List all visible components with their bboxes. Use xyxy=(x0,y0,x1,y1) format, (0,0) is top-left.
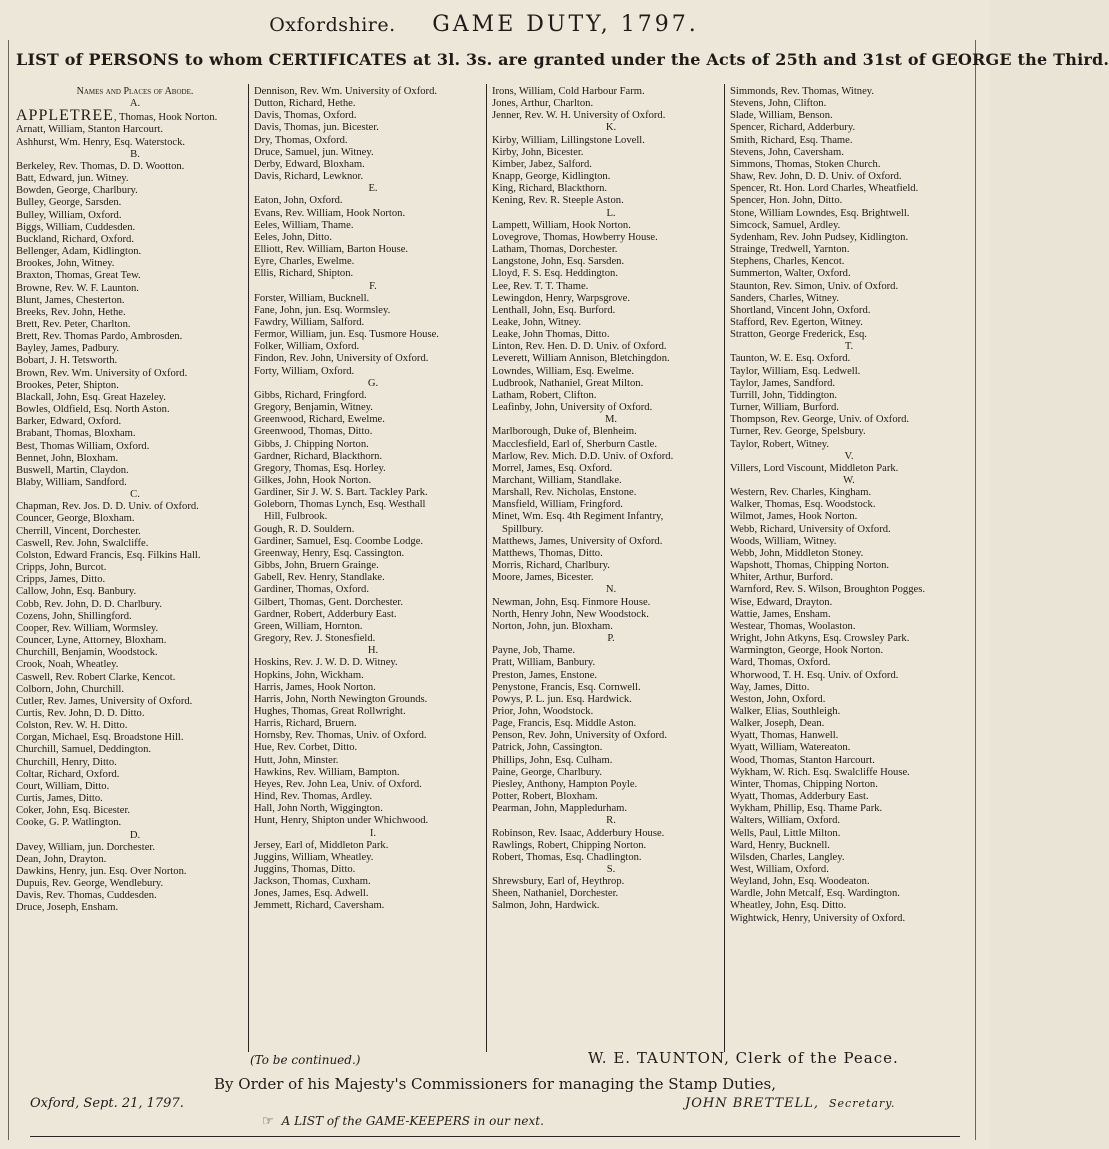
list-entry: Biggs, William, Cuddesden. xyxy=(16,221,136,233)
page-title xyxy=(0,12,990,37)
list-entry: Court, William, Ditto. xyxy=(16,780,110,792)
list-entry: Churchill, Benjamin, Woodstock. xyxy=(16,647,158,659)
list-entry: Best, Thomas William, Oxford. xyxy=(16,440,150,452)
list-entry: Gibbs, J. Chipping Norton. xyxy=(254,438,369,450)
column-divider xyxy=(248,84,249,1052)
list-entry: Wright, John Atkyns, Esq. Crowsley Park. xyxy=(730,633,910,645)
publication-date: Oxford, Sept. 21, 1797. xyxy=(30,1096,184,1111)
list-entry: Spencer, Hon. John, Ditto. xyxy=(730,195,843,207)
list-entry: Morris, Richard, Charlbury. xyxy=(492,560,610,572)
bottom-rule xyxy=(30,1136,960,1137)
list-entry: Phillips, John, Esq. Culham. xyxy=(492,754,613,766)
list-entry: Coltar, Richard, Oxford. xyxy=(16,768,120,780)
list-entry: Green, William, Hornton. xyxy=(254,620,363,632)
section-letter: V. xyxy=(844,450,854,462)
list-entry: Hoskins, Rev. J. W. D. D. Witney. xyxy=(254,657,398,669)
list-entry: Latham, Robert, Clifton. xyxy=(492,389,597,401)
column-divider xyxy=(486,84,487,1052)
list-entry: Bowles, Oldfield, Esq. North Aston. xyxy=(16,404,170,416)
list-subtitle: LIST of PERSONS to whom CERTIFICATES at 3l. 3s. are granted under the Acts of 25th and 31st of GEORGE the Third. xyxy=(16,50,1109,69)
list-entry: Lowndes, William, Esq. Ewelme. xyxy=(492,365,635,377)
list-entry: Dutton, Richard, Hethe. xyxy=(254,98,356,110)
list-entry: Rawlings, Robert, Chipping Norton. xyxy=(492,839,647,851)
list-entry: Whorwood, T. H. Esq. Univ. of Oxford. xyxy=(730,669,899,681)
list-entry: Summerton, Walter, Oxford. xyxy=(730,268,851,280)
list-entry: Lewingdon, Henry, Warpsgrove. xyxy=(492,292,631,304)
section-letter: K. xyxy=(605,122,617,134)
list-entry: Norton, John, jun. Bloxham. xyxy=(492,620,613,632)
list-entry: Turner, William, Burford. xyxy=(730,402,839,414)
list-entry: Wykham, W. Rich. Esq. Swalcliffe House. xyxy=(730,766,910,778)
list-entry: Taunton, W. E. Esq. Oxford. xyxy=(730,353,851,365)
list-entry: Lee, Rev. T. T. Thame. xyxy=(492,280,589,292)
list-entry: Bayley, James, Padbury. xyxy=(16,343,120,355)
list-entry: Buckland, Richard, Oxford. xyxy=(16,233,134,245)
to-be-continued: (To be continued.) xyxy=(250,1053,361,1067)
list-entry: Hawkins, Rev. William, Bampton. xyxy=(254,766,400,778)
list-entry: Dry, Thomas, Oxford. xyxy=(254,134,348,146)
list-entry: Councer, George, Bloxham. xyxy=(16,513,135,525)
list-entry: Sheen, Nathaniel, Dorchester. xyxy=(492,888,619,900)
list-column-1 xyxy=(16,86,254,915)
list-entry: Linton, Rev. Hen. D. D. Univ. of Oxford. xyxy=(492,341,667,353)
list-entry: Chapman, Rev. Jos. D. D. Univ. of Oxford. xyxy=(16,501,199,513)
list-entry: Eeles, William, Thame. xyxy=(254,219,354,231)
list-entry: Greenwood, Richard, Ewelme. xyxy=(254,414,385,426)
list-entry: Harris, John, North Newington Grounds. xyxy=(254,693,428,705)
list-entry: Prior, John, Woodstock. xyxy=(492,705,594,717)
list-entry: Sydenham, Rev. John Pudsey, Kidlington. xyxy=(730,231,909,243)
list-entry: Stevens, John, Caversham. xyxy=(730,146,844,158)
list-entry: Taylor, William, Esq. Ledwell. xyxy=(730,365,861,377)
list-entry: Fermor, William, jun. Esq. Tusmore House. xyxy=(254,329,439,341)
list-entry: Stratton, George Frederick, Esq. xyxy=(730,329,867,341)
list-entry: Wells, Paul, Little Milton. xyxy=(730,827,841,839)
list-entry: Gardiner, Sir J. W. S. Bart. Tackley Park. xyxy=(254,487,428,499)
list-entry: Powys, P. L. jun. Esq. Hardwick. xyxy=(492,693,632,705)
list-entry: Arnatt, William, Stanton Harcourt. xyxy=(16,124,164,136)
list-entry: Wyatt, Thomas, Hanwell. xyxy=(730,730,839,742)
list-entry: Latham, Thomas, Dorchester. xyxy=(492,244,618,256)
list-entry: Davis, Thomas, Oxford. xyxy=(254,110,357,122)
list-entry: Dean, John, Drayton. xyxy=(16,853,107,865)
section-letter: F. xyxy=(369,280,377,292)
list-entry: Dupuis, Rev. George, Wendlebury. xyxy=(16,878,164,890)
section-letter: T. xyxy=(844,341,854,353)
list-entry: Curtis, James, Ditto. xyxy=(16,793,103,805)
list-column-2 xyxy=(254,86,492,913)
list-entry: Berkeley, Rev. Thomas, D. D. Wootton. xyxy=(16,160,185,172)
list-entry: Piesley, Anthony, Hampton Poyle. xyxy=(492,778,638,790)
list-entry: Mansfield, William, Fringford. xyxy=(492,499,623,511)
list-entry: Minet, Wm. Esq. 4th Regiment Infantry, xyxy=(492,511,664,523)
list-entry: Whiter, Arthur, Burford. xyxy=(730,572,834,584)
list-entry: Paine, George, Charlbury. xyxy=(492,766,603,778)
list-entry: Cutler, Rev. James, University of Oxford. xyxy=(16,695,193,707)
list-entry: Hopkins, John, Wickham. xyxy=(254,669,364,681)
list-entry: Hunt, Henry, Shipton under Whichwood. xyxy=(254,815,429,827)
list-entry: Hornsby, Rev. Thomas, Univ. of Oxford. xyxy=(254,730,427,742)
list-entry: Jersey, Earl of, Middleton Park. xyxy=(254,839,389,851)
list-entry: Lampett, William, Hook Norton. xyxy=(492,219,631,231)
list-entry: Braxton, Thomas, Great Tew. xyxy=(16,270,141,282)
section-letter: H. xyxy=(367,645,379,657)
list-entry: Fawdry, William, Salford. xyxy=(254,316,365,328)
list-entry: Gough, R. D. Souldern. xyxy=(254,523,355,535)
list-entry: Wyatt, Thomas, Adderbury East. xyxy=(730,791,869,803)
list-entry: Sanders, Charles, Witney. xyxy=(730,292,840,304)
list-entry: Gabell, Rev. Henry, Standlake. xyxy=(254,572,385,584)
footer-continued-line xyxy=(250,1050,950,1068)
list-entry: Marlow, Rev. Mich. D.D. Univ. of Oxford. xyxy=(492,450,674,462)
section-letter: D. xyxy=(129,829,141,841)
list-entry: Wykham, Phillip, Esq. Thame Park. xyxy=(730,803,883,815)
column-divider xyxy=(724,84,725,1052)
list-column-3 xyxy=(492,86,730,913)
section-letter: G. xyxy=(367,377,379,389)
list-entry: Smith, Richard, Esq. Thame. xyxy=(730,134,853,146)
list-entry: Brookes, John, Witney. xyxy=(16,258,115,270)
list-entry: Lenthall, John, Esq. Burford. xyxy=(492,304,616,316)
list-entry: Matthews, James, University of Oxford. xyxy=(492,535,663,547)
list-column-4 xyxy=(730,86,968,925)
list-entry: Marchant, William, Standlake. xyxy=(492,475,622,486)
list-entry: Wilsden, Charles, Langley. xyxy=(730,851,845,863)
list-entry: Davis, Thomas, jun. Bicester. xyxy=(254,122,379,134)
list-entry: Weyland, John, Esq. Woodeaton. xyxy=(730,876,870,888)
list-entry: West, William, Oxford. xyxy=(730,864,829,875)
list-entry: Simmons, Thomas, Stoken Church. xyxy=(730,158,881,170)
list-entry: Wapshott, Thomas, Chipping Norton. xyxy=(730,560,890,572)
list-entry: Councer, Lyne, Attorney, Bloxham. xyxy=(16,635,167,647)
list-entry: Wise, Edward, Drayton. xyxy=(730,596,833,608)
list-entry: Brett, Rev. Thomas Pardo, Ambrosden. xyxy=(16,331,183,343)
list-entry: Webb, John, Middleton Stoney. xyxy=(730,547,864,559)
list-entry: Elliott, Rev. William, Barton House. xyxy=(254,244,409,256)
list-entry: Morrel, James, Esq. Oxford. xyxy=(492,462,613,474)
list-entry: Curtis, Rev. John, D. D. Ditto. xyxy=(16,707,145,719)
pointing-hand-icon: ☞ xyxy=(262,1114,274,1129)
notice-text: A LIST of the GAME-KEEPERS in our next. xyxy=(281,1114,544,1128)
list-entry: Westear, Thomas, Woolaston. xyxy=(730,620,856,632)
list-entry: Churchill, Henry, Ditto. xyxy=(16,756,117,768)
list-entry: Stevens, John, Clifton. xyxy=(730,98,827,110)
list-entry: Forster, William, Bucknell. xyxy=(254,292,370,304)
secretary-signature xyxy=(685,1096,895,1111)
clerk-signature: W. E. TAUNTON, Clerk of the Peace. xyxy=(588,1049,899,1067)
list-entry: Leake, John, Witney. xyxy=(492,316,582,328)
list-entry: Robinson, Rev. Isaac, Adderbury House. xyxy=(492,827,665,839)
secretary-name: JOHN BRETTELL, xyxy=(685,1096,820,1111)
section-letter: B. xyxy=(130,148,140,160)
list-entry: Spencer, Richard, Adderbury. xyxy=(730,122,856,134)
list-entry: Eaton, John, Oxford. xyxy=(254,195,343,207)
list-entry: Bennet, John, Bloxham. xyxy=(16,452,119,464)
list-entry: Gibbs, Richard, Fringford. xyxy=(254,389,367,401)
list-entry: Ellis, Richard, Shipton. xyxy=(254,268,354,280)
list-entry: Penystone, Francis, Esq. Cornwell. xyxy=(492,681,641,693)
list-entry: Newman, John, Esq. Finmore House. xyxy=(492,596,651,608)
list-entry: Woods, William, Witney. xyxy=(730,535,837,547)
list-entry: Salmon, John, Hardwick. xyxy=(492,900,600,912)
list-entry: Turner, Rev. George, Spelsbury. xyxy=(730,426,866,438)
list-entry: Shrewsbury, Earl of, Heythrop. xyxy=(492,876,625,888)
list-entry: Druce, Joseph, Ensham. xyxy=(16,902,119,914)
list-entry: Brabant, Thomas, Bloxham. xyxy=(16,428,136,440)
section-letter: M. xyxy=(604,414,618,426)
list-entry: Walters, William, Oxford. xyxy=(730,815,841,827)
list-entry: Matthews, Thomas, Ditto. xyxy=(492,547,603,559)
list-entry: Wilmot, James, Hook Norton. xyxy=(730,511,858,523)
list-entry: Browne, Rev. W. F. Launton. xyxy=(16,282,139,294)
list-entry: Simmonds, Rev. Thomas, Witney. xyxy=(730,86,875,97)
list-entry: Buswell, Martin, Claydon. xyxy=(16,464,129,476)
list-entry: Gilbert, Thomas, Gent. Dorchester. xyxy=(254,596,403,608)
list-entry: Brett, Rev. Peter, Charlton. xyxy=(16,318,131,330)
list-entry: Wheatley, John, Esq. Ditto. xyxy=(730,900,847,912)
list-entry: Derby, Edward, Bloxham. xyxy=(254,158,365,170)
list-entry: Gilkes, John, Hook Norton. xyxy=(254,475,372,486)
list-entry: Taylor, Robert, Witney. xyxy=(730,438,830,450)
list-entry: Cripps, John, Burcot. xyxy=(16,562,107,574)
list-entry: Simcock, Samuel, Ardley. xyxy=(730,219,841,231)
list-entry: Walker, Thomas, Esq. Woodstock. xyxy=(730,499,876,511)
section-letter: C. xyxy=(130,489,140,501)
list-entry: Hall, John North, Wiggington. xyxy=(254,803,383,815)
section-letter: R. xyxy=(606,815,616,827)
list-entry: Ward, Thomas, Oxford. xyxy=(730,657,831,669)
list-entry: Davis, Rev. Thomas, Cuddesden. xyxy=(16,890,157,902)
section-letter: A. xyxy=(129,98,141,110)
list-entry: Page, Francis, Esq. Middle Aston. xyxy=(492,718,637,730)
list-entry: Patrick, John, Cassington. xyxy=(492,742,603,754)
list-entry: Walker, Elias, Southleigh. xyxy=(730,705,841,717)
list-entry: Western, Rev. Charles, Kingham. xyxy=(730,487,872,499)
list-entry: Leake, John Thomas, Ditto. xyxy=(492,329,610,341)
initial-letters: APPLETREE xyxy=(16,107,114,125)
list-entry: Warnford, Rev. S. Wilson, Broughton Pogges. xyxy=(730,584,925,596)
section-letter: E. xyxy=(368,183,378,195)
list-entry: Spillbury. xyxy=(502,523,544,535)
list-entry: Moore, James, Bicester. xyxy=(492,572,594,584)
section-letter: S. xyxy=(606,864,616,875)
list-entry: Gregory, Thomas, Esq. Horley. xyxy=(254,462,386,474)
list-entry: Eyre, Charles, Ewelme. xyxy=(254,256,355,268)
list-entry: Eeles, John, Ditto. xyxy=(254,231,332,243)
list-entry: Thompson, Rev. George, Univ. of Oxford. xyxy=(730,414,910,426)
list-entry: Caswell, Rev. John, Swalcliffe. xyxy=(16,537,149,549)
list-entry: Jemmett, Richard, Caversham. xyxy=(254,900,385,912)
list-entry: Webb, Richard, University of Oxford. xyxy=(730,523,891,535)
list-entry: Coker, John, Esq. Bicester. xyxy=(16,805,131,817)
list-entry: North, Henry John, New Woodstock. xyxy=(492,608,649,620)
list-entry: Hutt, John, Minster. xyxy=(254,754,339,766)
list-entry: Way, James, Ditto. xyxy=(730,681,810,693)
list-entry: Gregory, Rev. J. Stonesfield. xyxy=(254,633,376,645)
list-entry: Taylor, James, Sandford. xyxy=(730,377,836,389)
list-entry: Cozens, John, Shillingford. xyxy=(16,610,132,622)
list-entry: Pearman, John, Mappledurham. xyxy=(492,803,628,815)
gamekeepers-notice xyxy=(262,1114,544,1129)
list-entry: Jenner, Rev. W. H. University of Oxford. xyxy=(492,110,666,122)
list-entry: Cherrill, Vincent, Dorchester. xyxy=(16,525,141,537)
list-entry: Leafinby, John, University of Oxford. xyxy=(492,402,653,414)
list-entry: Bobart, J. H. Tetsworth. xyxy=(16,355,118,367)
list-entry: Crook, Noah, Wheatley. xyxy=(16,659,119,671)
list-entry: Weston, John, Oxford. xyxy=(730,693,826,705)
list-entry: Ashhurst, Wm. Henry, Esq. Waterstock. xyxy=(16,136,186,148)
list-entry: Shaw, Rev. John, D. D. Univ. of Oxford. xyxy=(730,171,902,183)
list-entry: Blackall, John, Esq. Great Hazeley. xyxy=(16,391,166,403)
list-entry: APPLETREE, Thomas, Hook Norton. xyxy=(16,107,218,125)
list-entry: Breeks, Rev. John, Hethe. xyxy=(16,306,126,318)
section-letter: P. xyxy=(607,633,615,645)
section-letter: L. xyxy=(606,207,616,219)
list-entry: Winter, Thomas, Chipping Norton. xyxy=(730,778,878,790)
list-entry: Robert, Thomas, Esq. Chadlington. xyxy=(492,851,642,863)
list-entry: Hill, Fulbrook. xyxy=(264,511,328,523)
list-entry: Hind, Rev. Thomas, Ardley. xyxy=(254,791,373,803)
list-entry: Barker, Edward, Oxford. xyxy=(16,416,122,428)
list-entry: Lovegrove, Thomas, Howberry House. xyxy=(492,231,658,243)
list-entry: Harris, James, Hook Norton. xyxy=(254,681,376,693)
list-entry: Villers, Lord Viscount, Middleton Park. xyxy=(730,462,899,474)
list-entry: Corgan, Michael, Esq. Broadstone Hill. xyxy=(16,732,184,744)
list-entry: Cooke, G. P. Watlington. xyxy=(16,817,122,829)
list-entry: Marshall, Rev. Nicholas, Enstone. xyxy=(492,487,637,499)
list-entry: Gardner, Robert, Adderbury East. xyxy=(254,608,397,620)
list-entry: Cobb, Rev. John, D. D. Charlbury. xyxy=(16,598,163,610)
list-entry: Ludbrook, Nathaniel, Great Milton. xyxy=(492,377,644,389)
list-entry: Colston, Rev. W. H. Ditto. xyxy=(16,720,128,732)
list-entry: Staunton, Rev. Simon, Univ. of Oxford. xyxy=(730,280,899,292)
list-entry: Hue, Rev. Corbet, Ditto. xyxy=(254,742,358,754)
list-entry: Harris, Richard, Bruern. xyxy=(254,718,357,730)
list-entry: Jones, James, Esq. Adwell. xyxy=(254,888,369,900)
list-entry: Marlborough, Duke of, Blenheim. xyxy=(492,426,637,438)
list-entry: Findon, Rev. John, University of Oxford. xyxy=(254,353,429,365)
list-entry: Kirby, John, Bicester. xyxy=(492,146,584,158)
list-entry: Strainge, Tredwell, Yarnton. xyxy=(730,244,850,256)
list-entry: Wardle, John Metcalf, Esq. Wardington. xyxy=(730,888,900,900)
list-entry: Greenway, Henry, Esq. Cassington. xyxy=(254,547,405,559)
list-entry: Warmington, George, Hook Norton. xyxy=(730,645,884,657)
list-entry: Dawkins, Henry, jun. Esq. Over Norton. xyxy=(16,866,187,877)
column-heading: Names and Places of Abode. xyxy=(76,86,194,97)
list-entry: Walker, Joseph, Dean. xyxy=(730,718,825,730)
list-entry: Wattie, James, Ensham. xyxy=(730,608,831,620)
list-entry: Batt, Edward, jun. Witney. xyxy=(16,173,129,185)
list-entry: Ward, Henry, Bucknell. xyxy=(730,839,830,851)
list-entry: Callow, John, Esq. Banbury. xyxy=(16,586,137,598)
list-entry: Brown, Rev. Wm. University of Oxford. xyxy=(16,367,188,379)
list-entry: Cooper, Rev. William, Wormsley. xyxy=(16,622,159,634)
list-entry: Dennison, Rev. Wm. University of Oxford. xyxy=(254,86,438,97)
list-entry: Kimber, Jabez, Salford. xyxy=(492,158,592,170)
list-entry: Bowden, George, Charlbury. xyxy=(16,185,138,197)
list-entry: Davey, William, jun. Dorchester. xyxy=(16,841,156,853)
list-entry: Shortland, Vincent John, Oxford. xyxy=(730,304,871,316)
list-entry: Bulley, George, Sarsden. xyxy=(16,197,122,209)
list-entry: King, Richard, Blackthorn. xyxy=(492,183,608,195)
list-entry: Bulley, William, Oxford. xyxy=(16,209,122,221)
list-entry: Turrill, John, Tiddington. xyxy=(730,389,838,401)
list-entry: Potter, Robert, Bloxham. xyxy=(492,791,598,803)
list-entry: Preston, James, Enstone. xyxy=(492,669,598,681)
list-entry: Irons, William, Cold Harbour Farm. xyxy=(492,86,645,97)
list-entry: Juggins, Thomas, Ditto. xyxy=(254,864,356,875)
list-entry: Stone, William Lowndes, Esq. Brightwell. xyxy=(730,207,910,219)
order-line: By Order of his Majesty's Commissioners for managing the Stamp Duties, xyxy=(214,1075,776,1093)
list-entry: Macclesfield, Earl of, Sherburn Castle. xyxy=(492,438,658,450)
list-entry: Colborn, John, Churchill. xyxy=(16,683,124,695)
list-entry: Folker, William, Oxford. xyxy=(254,341,360,353)
list-entry: Kening, Rev. R. Steeple Aston. xyxy=(492,195,624,207)
list-entry: Wood, Thomas, Stanton Harcourt. xyxy=(730,754,875,766)
secretary-title: Secretary. xyxy=(829,1097,896,1110)
right-margin-rule xyxy=(975,40,976,1140)
list-entry: Goleborn, Thomas Lynch, Esq. Westhall xyxy=(254,499,426,511)
list-entry: Wightwick, Henry, University of Oxford. xyxy=(730,912,906,924)
list-entry: Bellenger, Adam, Kidlington. xyxy=(16,246,142,258)
left-margin-rule xyxy=(8,40,9,1140)
list-entry: Cripps, James, Ditto. xyxy=(16,574,106,586)
section-letter: I. xyxy=(369,827,377,839)
list-entry: Jackson, Thomas, Cuxham. xyxy=(254,876,371,888)
list-entry: Stafford, Rev. Egerton, Witney. xyxy=(730,316,863,328)
list-entry: Gregory, Benjamin, Witney. xyxy=(254,402,373,414)
list-entry: Jones, Arthur, Charlton. xyxy=(492,98,594,110)
list-entry: Penson, Rev. John, University of Oxford. xyxy=(492,730,667,742)
list-entry: Fane, John, jun. Esq. Wormsley. xyxy=(254,304,391,316)
list-entry: Payne, Job, Thame. xyxy=(492,645,576,657)
list-entry: Wyatt, William, Watereaton. xyxy=(730,742,851,754)
list-entry: Druce, Samuel, jun. Witney. xyxy=(254,146,374,158)
list-entry: Pratt, William, Banbury. xyxy=(492,657,596,669)
list-entry: Heyes, Rev. John Lea, Univ. of Oxford. xyxy=(254,778,422,790)
list-entry: Greenwood, Thomas, Ditto. xyxy=(254,426,373,438)
list-entry: Churchill, Samuel, Deddington. xyxy=(16,744,152,756)
list-entry: Evans, Rev. William, Hook Norton. xyxy=(254,207,406,219)
list-entry: Colston, Edward Francis, Esq. Filkins Hall. xyxy=(16,549,201,561)
list-entry: Slade, William, Benson. xyxy=(730,110,833,122)
list-entry: Hughes, Thomas, Great Rollwright. xyxy=(254,705,406,717)
game-duty-heading: GAME DUTY, 1797. xyxy=(432,12,699,37)
section-letter: N. xyxy=(605,584,617,596)
list-entry: Stephens, Charles, Kencot. xyxy=(730,256,845,268)
list-entry: Kirby, William, Lillingstone Lovell. xyxy=(492,134,645,146)
list-entry: Gibbs, John, Bruern Grainge. xyxy=(254,560,379,572)
list-entry: Caswell, Rev. Robert Clarke, Kencot. xyxy=(16,671,176,683)
list-entry: Gardiner, Samuel, Esq. Coombe Lodge. xyxy=(254,535,424,547)
list-entry: Forty, William, Oxford. xyxy=(254,365,355,377)
list-entry: Gardner, Richard, Blackthorn. xyxy=(254,450,383,462)
list-entry: Davis, Richard, Lewknor. xyxy=(254,171,364,183)
list-entry: Gardiner, Thomas, Oxford. xyxy=(254,584,369,596)
list-entry: Spencer, Rt. Hon. Lord Charles, Wheatfield. xyxy=(730,183,919,195)
list-entry: Blaby, William, Sandford. xyxy=(16,477,127,488)
list-entry: Brookes, Peter, Shipton. xyxy=(16,379,119,391)
list-entry: Langstone, John, Esq. Sarsden. xyxy=(492,256,625,268)
list-entry: Blunt, James, Chesterton. xyxy=(16,294,125,306)
list-entry: Juggins, William, Wheatley. xyxy=(254,851,374,863)
list-entry: Knapp, George, Kidlington. xyxy=(492,171,611,183)
list-entry: Leverett, William Annison, Bletchingdon. xyxy=(492,353,670,365)
list-entry: Lloyd, F. S. Esq. Heddington. xyxy=(492,268,618,280)
county-heading: Oxfordshire. xyxy=(269,14,396,36)
section-letter: W. xyxy=(843,475,855,486)
